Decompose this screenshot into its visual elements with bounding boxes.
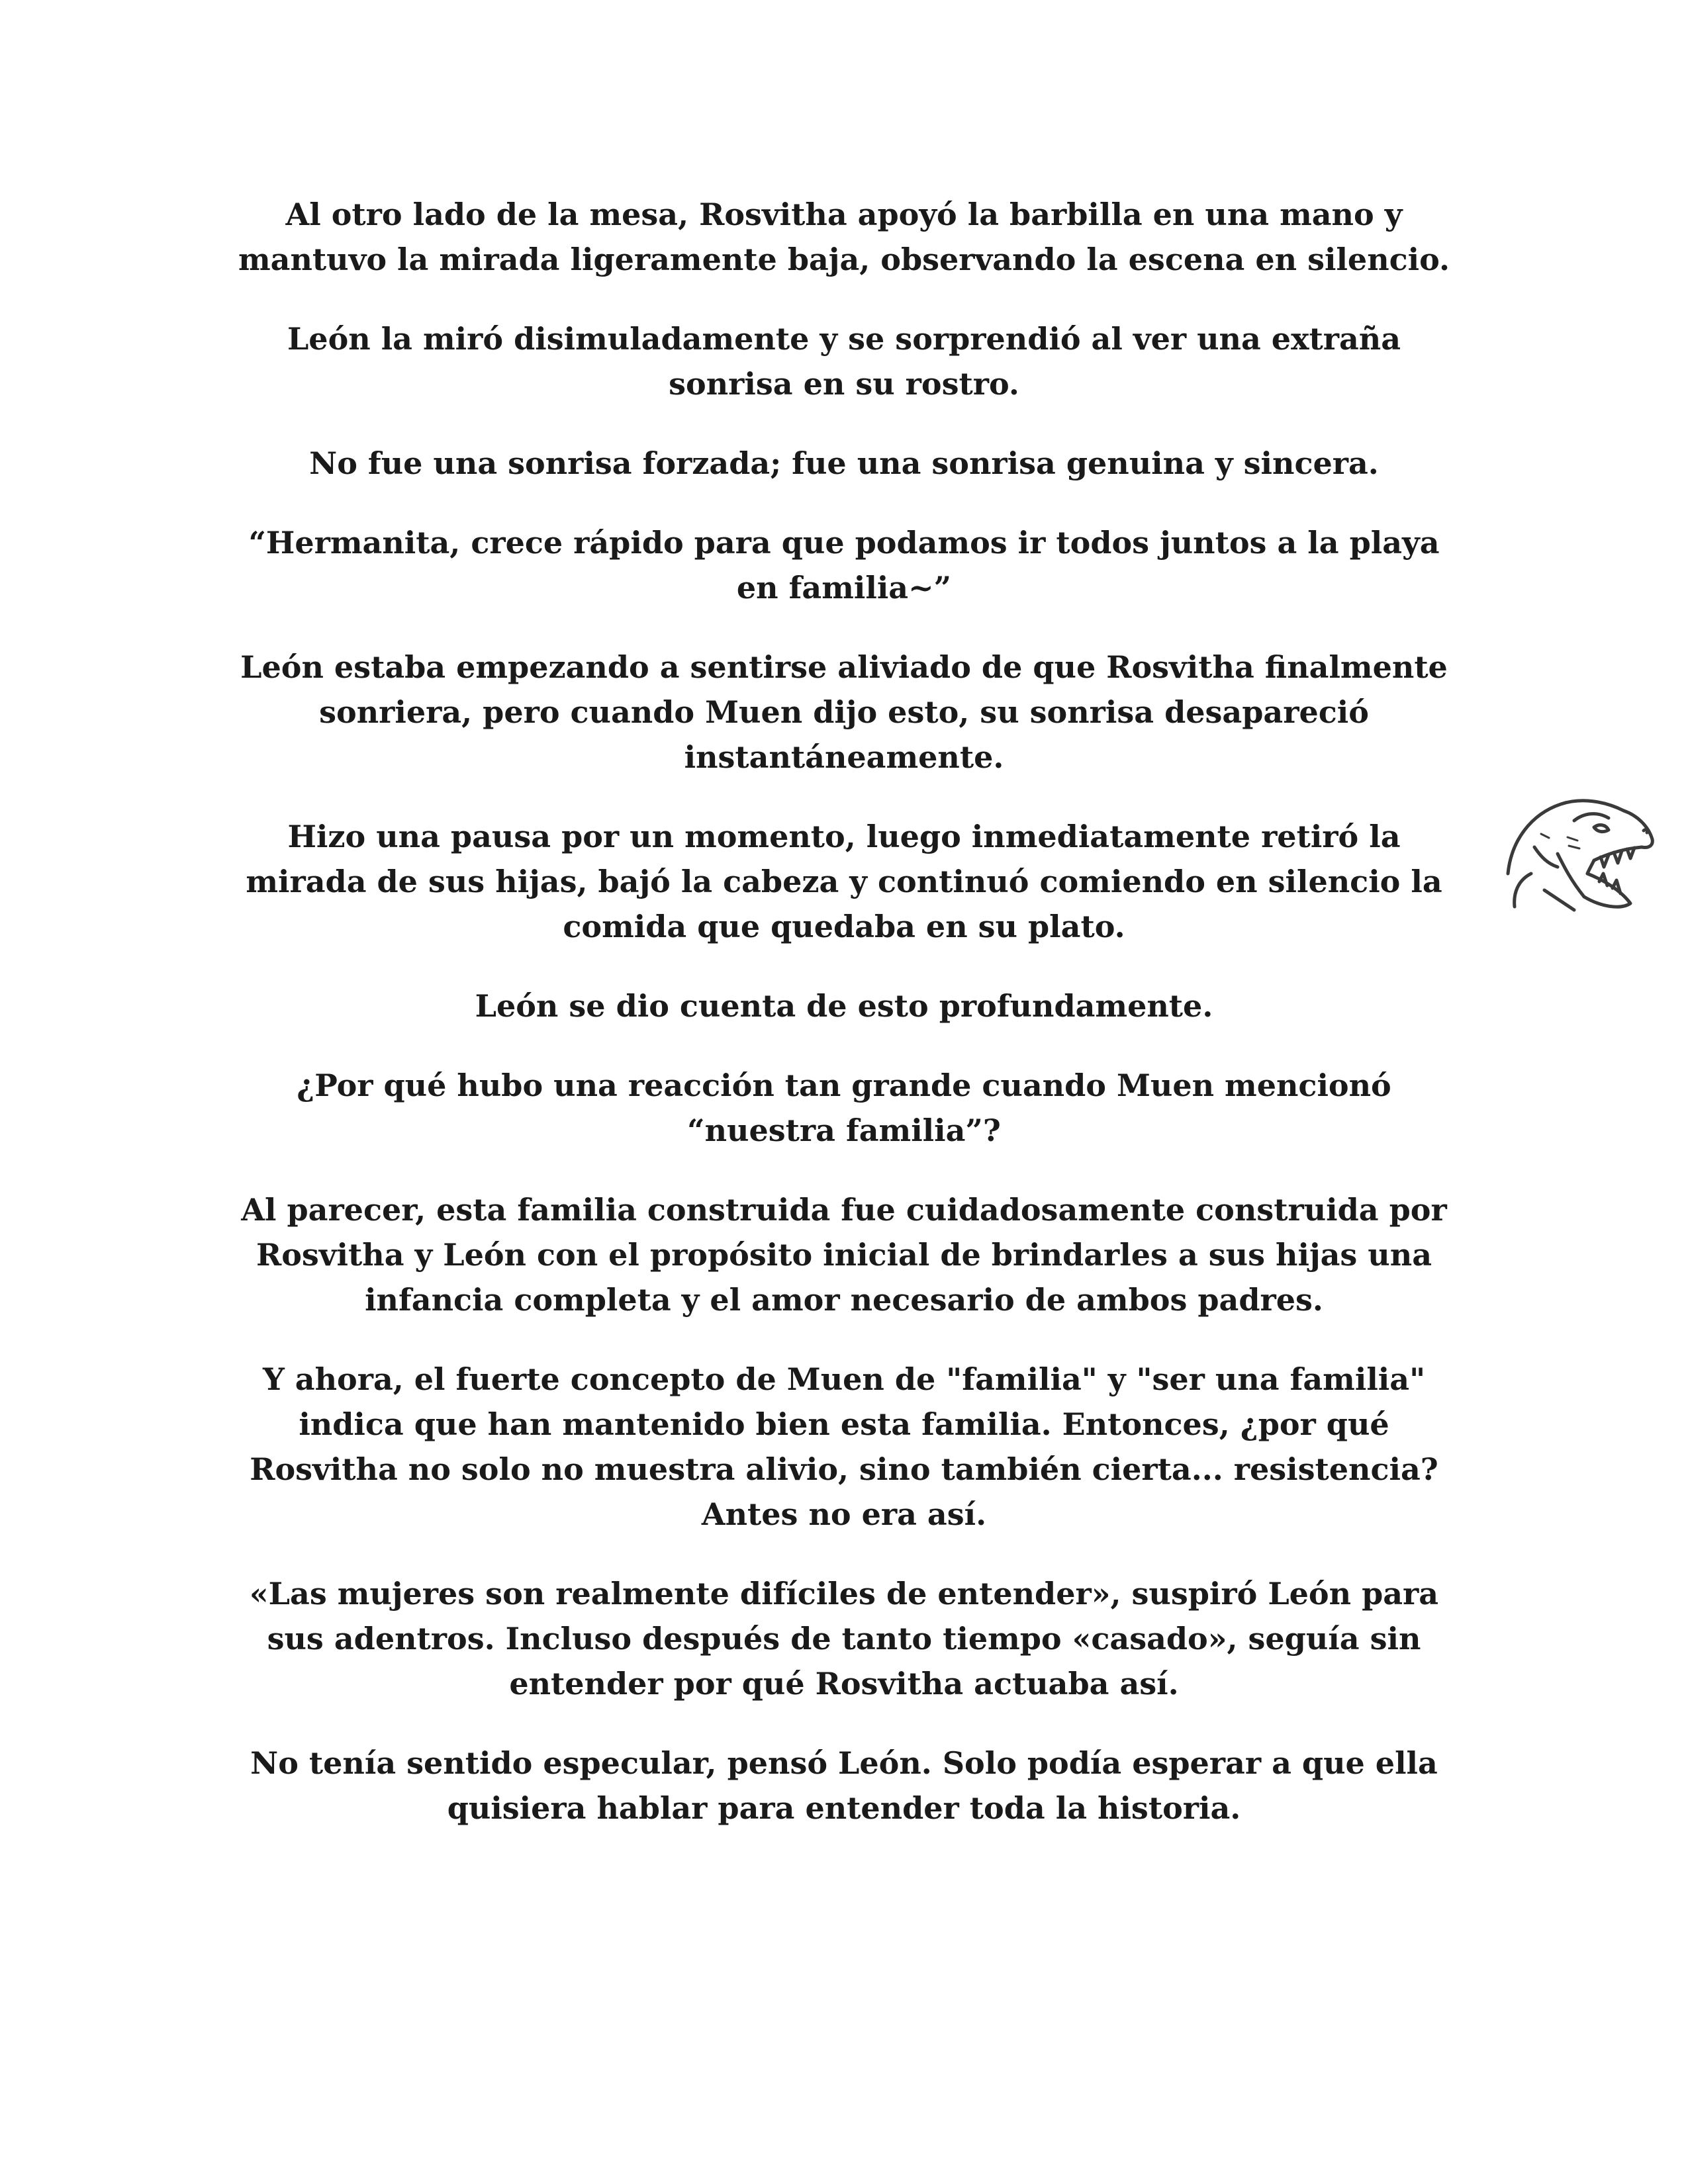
paragraph: León la miró disimuladamente y se sorprendió al ver una extraña sonrisa en su rostro.: [287, 321, 1401, 402]
paragraph: León se dio cuenta de esto profundamente.: [475, 988, 1213, 1024]
paragraph: “Hermanita, crece rápido para que podamos ir todos juntos a la playa en familia~”: [248, 525, 1440, 606]
paragraph: No tenía sentido especular, pensó León. Solo podía esperar a que ella quisiera hablar para entender toda la historia.: [250, 1745, 1438, 1826]
paragraph: Al parecer, esta familia construida fue cuidadosamente construida por Rosvitha y León con el propósito inicial de brindarles a sus hijas una infancia completa y el amor necesario de ambos padres.: [241, 1192, 1447, 1318]
paragraph: Hizo una pausa por un momento, luego inmediatamente retiró la mirada de sus hijas, bajó la cabeza y continuó comiendo en silencio la comida que quedaba en su plato.: [246, 819, 1442, 944]
paragraph: ¿Por qué hubo una reacción tan grande cuando Muen mencionó “nuestra familia”?: [297, 1068, 1391, 1148]
paragraph: Al otro lado de la mesa, Rosvitha apoyó la barbilla en una mano y mantuvo la mirada ligeramente baja, observando la escena en silencio.: [238, 197, 1450, 277]
paragraph: «Las mujeres son realmente difíciles de entender», suspiró León para sus adentros. Incluso después de tanto tiempo «casado», seguía sin entender por qué Rosvitha actuaba así.: [249, 1576, 1439, 1702]
dinosaur-head-icon: [1495, 774, 1660, 927]
text-body: [225, 192, 1463, 1865]
paragraph: León estaba empezando a sentirse aliviado de que Rosvitha finalmente sonriera, pero cuando Muen dijo esto, su sonrisa desapareció instantáneamente.: [240, 649, 1448, 775]
paragraph: No fue una sonrisa forzada; fue una sonrisa genuina y sincera.: [309, 445, 1379, 481]
paragraph: Y ahora, el fuerte concepto de Muen de "familia" y "ser una familia" indica que han mantenido bien esta familia. Entonces, ¿por qué Rosvitha no solo no muestra alivio, sino también cierta... resistencia? Antes no era así.: [250, 1361, 1438, 1532]
